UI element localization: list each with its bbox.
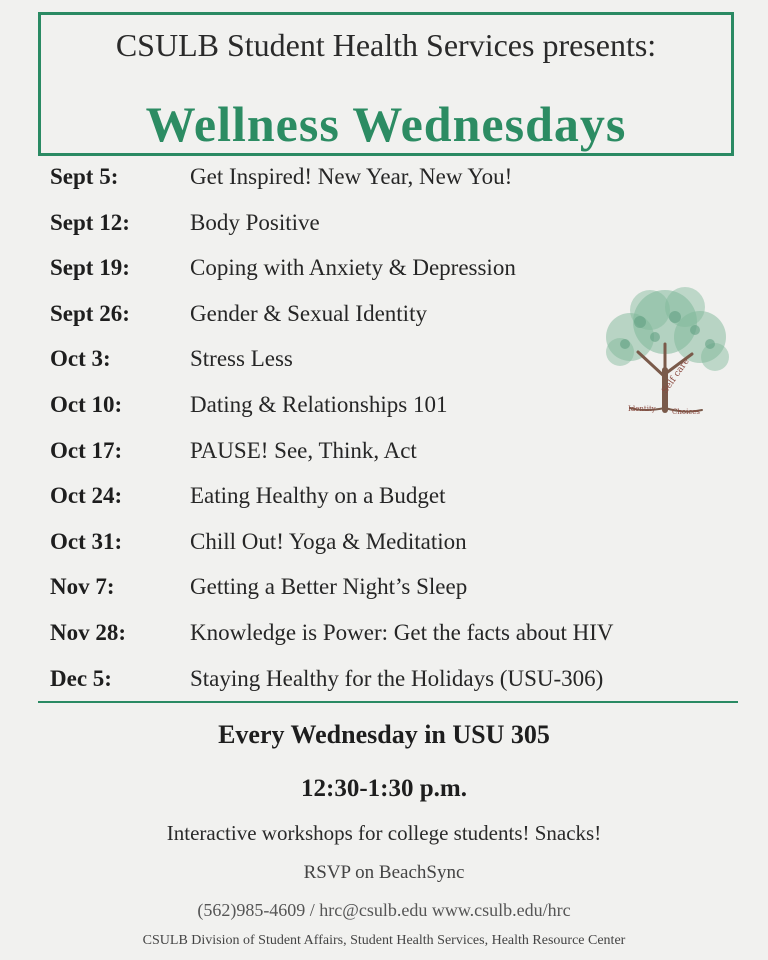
schedule-topic: Gender & Sexual Identity bbox=[190, 300, 427, 326]
schedule-date: Nov 7: bbox=[50, 574, 115, 600]
presenter-line: CSULB Student Health Services presents: bbox=[115, 27, 657, 63]
rsvp-line: RSVP on BeachSync bbox=[303, 862, 465, 883]
schedule-date: Sept 19: bbox=[50, 255, 130, 281]
time-line: 12:30-1:30 p.m. bbox=[301, 775, 467, 802]
page-title: Wellness Wednesdays bbox=[145, 96, 627, 152]
title-box bbox=[38, 12, 734, 156]
schedule-date: Nov 28: bbox=[50, 619, 127, 645]
schedule-topic: Get Inspired! New Year, New You! bbox=[190, 164, 513, 189]
section-divider bbox=[38, 701, 738, 703]
schedule-row bbox=[50, 620, 740, 666]
schedule-topic: Eating Healthy on a Budget bbox=[190, 483, 446, 509]
footer-line: CSULB Division of Student Affairs, Student Health Services, Health Resource Center bbox=[142, 933, 626, 948]
schedule-date: Sept 5: bbox=[50, 164, 119, 189]
schedule-row bbox=[50, 438, 740, 484]
schedule-topic: Stress Less bbox=[190, 346, 293, 372]
schedule-row bbox=[50, 210, 740, 256]
schedule-date: Oct 31: bbox=[50, 528, 123, 554]
schedule-date: Sept 26: bbox=[50, 300, 130, 326]
schedule-row bbox=[50, 666, 740, 712]
schedule-topic: Dating & Relationships 101 bbox=[190, 391, 448, 417]
schedule-date: Oct 3: bbox=[50, 346, 111, 372]
description-line: Interactive workshops for college students! Snacks! bbox=[166, 821, 602, 845]
schedule-topic: Coping with Anxiety & Depression bbox=[190, 255, 516, 281]
schedule-topic: Chill Out! Yoga & Meditation bbox=[190, 528, 467, 554]
schedule-row bbox=[50, 483, 740, 529]
schedule-row bbox=[50, 164, 740, 210]
schedule-date: Dec 5: bbox=[50, 665, 112, 691]
schedule-date: Sept 12: bbox=[50, 209, 130, 235]
schedule-topic: Knowledge is Power: Get the facts about HIV bbox=[190, 619, 614, 645]
tree-word-identity: Identity bbox=[628, 405, 656, 413]
contact-line: (562)985-4609 / hrc@csulb.edu www.csulb.edu/hrc bbox=[197, 900, 571, 920]
schedule-date: Oct 24: bbox=[50, 483, 123, 509]
schedule-topic: Getting a Better Night’s Sleep bbox=[190, 574, 468, 600]
schedule-list bbox=[50, 164, 740, 711]
schedule-topic: Staying Healthy for the Holidays (USU-306) bbox=[190, 665, 604, 691]
tree-word-choices: Choices bbox=[672, 408, 700, 416]
schedule-topic: PAUSE! See, Think, Act bbox=[190, 437, 417, 463]
schedule-date: Oct 17: bbox=[50, 437, 123, 463]
self-care-tree-icon bbox=[590, 282, 740, 432]
schedule-row bbox=[50, 574, 740, 620]
schedule-topic: Body Positive bbox=[190, 209, 320, 235]
schedule-date: Oct 10: bbox=[50, 391, 123, 417]
schedule-row bbox=[50, 529, 740, 575]
location-line: Every Wednesday in USU 305 bbox=[218, 720, 550, 749]
tree-word-self-care: Self care bbox=[660, 356, 692, 396]
